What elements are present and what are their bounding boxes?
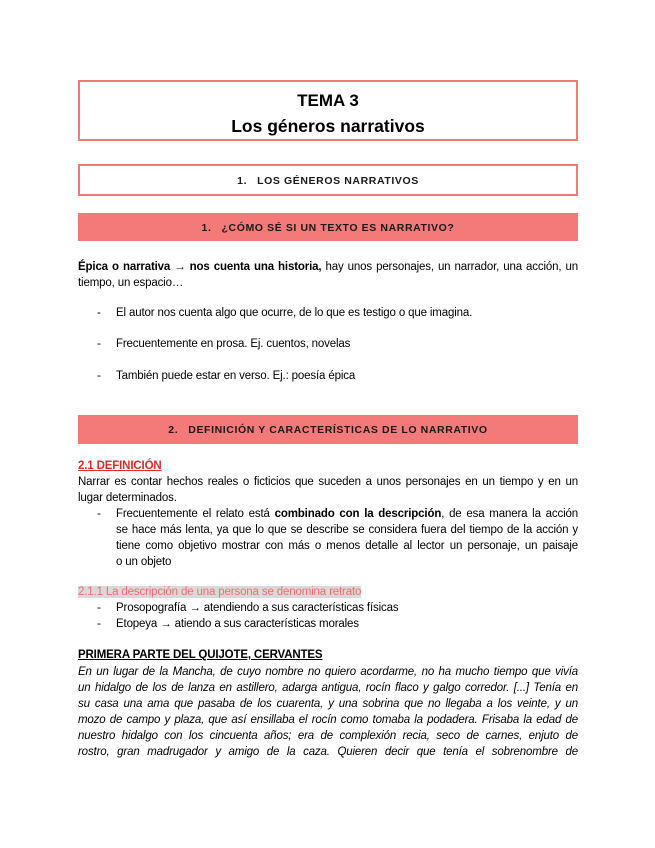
- definition-bullet: [97, 506, 578, 570]
- definition-bullet-text: [116, 506, 578, 570]
- list-dash: -: [97, 508, 101, 520]
- title-box: [78, 80, 578, 141]
- list-item: [97, 368, 578, 384]
- list-item: [97, 336, 578, 352]
- list-item-text: Etopeya → atiendo a sus características morales: [116, 618, 359, 630]
- list-item-text: Prosopografía → atendiendo a sus características físicas: [116, 602, 399, 614]
- definition-bullet-line: tiene como objetivo mostrar con más o menos detalle al lector un personaje, un paisaje: [116, 540, 578, 552]
- section-title-text: LOS GÉNEROS NARRATIVOS: [257, 175, 419, 187]
- quote-line: mozo de campo y plaza, que así ensillaba el rocín como tomaba la podadera. Frisaba la edad de: [78, 714, 578, 726]
- quote-line: un hidalgo de los de lanza en astillero, adarga antigua, rocín flaco y galgo corredor. [...] Tenía en: [78, 682, 578, 694]
- list-item: [97, 600, 578, 616]
- intro-line-1: [78, 259, 578, 275]
- quote-title: PRIMERA PARTE DEL QUIJOTE, CERVANTES: [78, 649, 323, 661]
- definition-bullet-bold: combinado con la descripción: [274, 508, 442, 520]
- definition-heading: 2.1 DEFINICIÓN: [78, 460, 162, 472]
- heading-1-number: 1.: [201, 221, 212, 234]
- portrait-heading: [78, 584, 361, 600]
- quote-line: su casa una ama que pasaba de los cuarenta, y una sobrina que no llegaba a los veinte, y un: [78, 698, 578, 710]
- definition-paragraph: [78, 474, 578, 506]
- list-dash: -: [97, 602, 101, 614]
- section-number: 1.: [237, 175, 248, 187]
- list-item: [97, 616, 578, 632]
- intro-line-2: tiempo, un espacio…: [78, 277, 184, 289]
- heading-1: [202, 222, 455, 234]
- definition-bullet-line: se hace más lenta, ya que lo que se describe se considera fuera del tiempo de la acción y: [116, 524, 578, 536]
- list-item-text: También puede estar en verso. Ej.: poesía épica: [116, 370, 356, 382]
- section-title-box: [78, 164, 578, 196]
- heading-2-text: DEFINICIÓN Y CARACTERÍSTICAS DE LO NARRATIVO: [188, 423, 488, 436]
- unit-title: TEMA 3: [297, 91, 359, 110]
- list-item-text: El autor nos cuenta algo que ocurre, de lo que es testigo o que imagina.: [116, 307, 473, 319]
- list-dash: -: [97, 338, 101, 350]
- definition-bullet-start: Frecuentemente el relato está: [116, 508, 270, 520]
- intro-paragraph: [78, 259, 578, 291]
- quote-line: rostro, gran madrugador y amigo de la caza. Quieren decir que tenía el sobrenombre de: [78, 746, 578, 758]
- heading-1-text: ¿CÓMO SÉ SI UN TEXTO ES NARRATIVO?: [221, 221, 455, 234]
- intro-bold-text: Épica o narrativa → nos cuenta una historia,: [78, 261, 322, 273]
- definition-line: Narrar es contar hechos reales o ficticios que suceden a unos personajes en un tiempo y en un: [78, 476, 578, 488]
- list-item-text: Frecuentemente en prosa. Ej. cuentos, novelas: [116, 338, 351, 350]
- definition-bullet-line: [116, 506, 578, 522]
- definition-bullet-end: , de esa manera la acción: [441, 508, 578, 520]
- section-title: [237, 175, 419, 187]
- definition-bullet-line: o un objeto: [116, 556, 172, 568]
- portrait-heading-text: 2.1.1 La descripción de una persona se denomina retrato: [78, 586, 362, 598]
- list-dash: -: [97, 618, 101, 630]
- quote-line: En un lugar de la Mancha, de cuyo nombre no quiero acordarme, no ha mucho tiempo que vivía: [78, 666, 578, 678]
- quote-paragraph: [78, 664, 578, 760]
- definition-line: lugar determinados.: [78, 492, 177, 504]
- heading-2-number: 2.: [168, 423, 179, 436]
- list-dash: -: [97, 307, 101, 319]
- heading-bar-2: [78, 415, 578, 444]
- list-item: [97, 305, 578, 321]
- intro-text: hay unos personajes, un narrador, una acción, un: [325, 261, 579, 273]
- heading-bar-1: [78, 213, 578, 241]
- unit-subtitle: Los géneros narrativos: [231, 116, 425, 136]
- list-dash: -: [97, 370, 101, 382]
- heading-2: [168, 424, 487, 436]
- quote-line: nuestro hidalgo con los cincuenta años; era de complexión recia, seco de carnes, enjuto de: [78, 730, 578, 742]
